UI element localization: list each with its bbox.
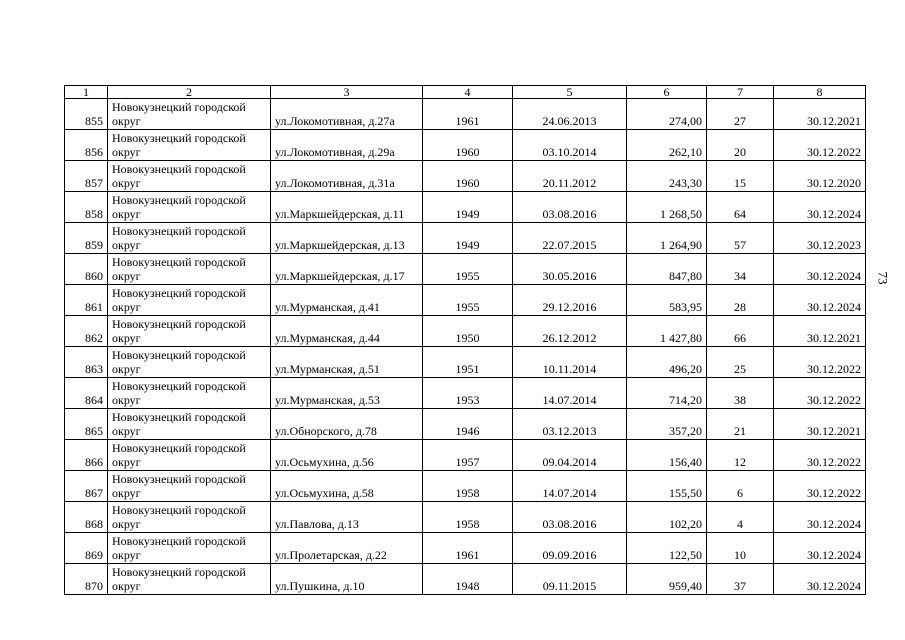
table-row: [65, 192, 866, 223]
year-cell: 1950: [423, 316, 513, 347]
year-cell: 1949: [423, 223, 513, 254]
year-cell: 1951: [423, 347, 513, 378]
area-cell: 583,95: [627, 285, 707, 316]
district-cell: Новокузнецкий городской округ: [108, 378, 271, 409]
row-number-cell: 858: [65, 192, 108, 223]
table-row: [65, 223, 866, 254]
date-cell: 14.07.2014: [513, 378, 627, 409]
year-cell: 1955: [423, 285, 513, 316]
deadline-cell: 30.12.2024: [774, 564, 866, 595]
area-cell: 274,00: [627, 99, 707, 130]
area-cell: 959,40: [627, 564, 707, 595]
area-cell: 847,80: [627, 254, 707, 285]
district-cell: Новокузнецкий городской округ: [108, 533, 271, 564]
district-cell: Новокузнецкий городской округ: [108, 99, 271, 130]
district-cell: Новокузнецкий городской округ: [108, 285, 271, 316]
deadline-cell: 30.12.2022: [774, 347, 866, 378]
area-cell: 714,20: [627, 378, 707, 409]
district-cell: Новокузнецкий городской округ: [108, 192, 271, 223]
district-cell: Новокузнецкий городской округ: [108, 471, 271, 502]
row-number-cell: 864: [65, 378, 108, 409]
date-cell: 09.11.2015: [513, 564, 627, 595]
date-cell: 09.04.2014: [513, 440, 627, 471]
date-cell: 30.05.2016: [513, 254, 627, 285]
count-cell: 15: [707, 161, 774, 192]
table-row: [65, 316, 866, 347]
deadline-cell: 30.12.2021: [774, 316, 866, 347]
table-row: [65, 378, 866, 409]
deadline-cell: 30.12.2022: [774, 378, 866, 409]
table-row: [65, 409, 866, 440]
deadline-cell: 30.12.2022: [774, 440, 866, 471]
page-number: 73: [875, 271, 891, 285]
address-cell: ул.Обнорского, д.78: [271, 409, 423, 440]
count-cell: 57: [707, 223, 774, 254]
table-row: [65, 161, 866, 192]
year-cell: 1955: [423, 254, 513, 285]
year-cell: 1960: [423, 130, 513, 161]
date-cell: 03.08.2016: [513, 192, 627, 223]
date-cell: 26.12.2012: [513, 316, 627, 347]
date-cell: 03.10.2014: [513, 130, 627, 161]
address-cell: ул.Мурманская, д.51: [271, 347, 423, 378]
address-cell: ул.Маркшейдерская, д.13: [271, 223, 423, 254]
column-number-row: [65, 86, 866, 99]
address-cell: ул.Мурманская, д.44: [271, 316, 423, 347]
date-cell: 03.12.2013: [513, 409, 627, 440]
address-cell: ул.Маркшейдерская, д.11: [271, 192, 423, 223]
year-cell: 1957: [423, 440, 513, 471]
district-cell: Новокузнецкий городской округ: [108, 316, 271, 347]
date-cell: 14.07.2014: [513, 471, 627, 502]
date-cell: 22.07.2015: [513, 223, 627, 254]
address-cell: ул.Локомотивная, д.27а: [271, 99, 423, 130]
count-cell: 27: [707, 99, 774, 130]
count-cell: 10: [707, 533, 774, 564]
table-row: [65, 440, 866, 471]
date-cell: 03.08.2016: [513, 502, 627, 533]
deadline-cell: 30.12.2024: [774, 502, 866, 533]
table-body: [65, 86, 866, 595]
deadline-cell: 30.12.2024: [774, 533, 866, 564]
area-cell: 243,30: [627, 161, 707, 192]
table-row: [65, 130, 866, 161]
deadline-cell: 30.12.2024: [774, 285, 866, 316]
column-number: 7: [707, 86, 774, 99]
year-cell: 1953: [423, 378, 513, 409]
year-cell: 1946: [423, 409, 513, 440]
district-cell: Новокузнецкий городской округ: [108, 161, 271, 192]
district-cell: Новокузнецкий городской округ: [108, 409, 271, 440]
address-cell: ул.Мурманская, д.53: [271, 378, 423, 409]
table-row: [65, 285, 866, 316]
year-cell: 1958: [423, 471, 513, 502]
row-number-cell: 862: [65, 316, 108, 347]
count-cell: 37: [707, 564, 774, 595]
count-cell: 34: [707, 254, 774, 285]
count-cell: 12: [707, 440, 774, 471]
count-cell: 6: [707, 471, 774, 502]
row-number-cell: 868: [65, 502, 108, 533]
year-cell: 1961: [423, 533, 513, 564]
row-number-cell: 863: [65, 347, 108, 378]
district-cell: Новокузнецкий городской округ: [108, 564, 271, 595]
column-number: 2: [108, 86, 271, 99]
table-row: [65, 347, 866, 378]
count-cell: 20: [707, 130, 774, 161]
year-cell: 1958: [423, 502, 513, 533]
address-cell: ул.Павлова, д.13: [271, 502, 423, 533]
row-number-cell: 867: [65, 471, 108, 502]
area-cell: 155,50: [627, 471, 707, 502]
row-number-cell: 865: [65, 409, 108, 440]
area-cell: 102,20: [627, 502, 707, 533]
deadline-cell: 30.12.2021: [774, 409, 866, 440]
row-number-cell: 860: [65, 254, 108, 285]
address-cell: ул.Локомотивная, д.31а: [271, 161, 423, 192]
count-cell: 38: [707, 378, 774, 409]
date-cell: 24.06.2013: [513, 99, 627, 130]
table-row: [65, 254, 866, 285]
housing-table: [64, 85, 866, 595]
count-cell: 25: [707, 347, 774, 378]
deadline-cell: 30.12.2020: [774, 161, 866, 192]
row-number-cell: 861: [65, 285, 108, 316]
table-row: [65, 502, 866, 533]
district-cell: Новокузнецкий городской округ: [108, 223, 271, 254]
count-cell: 4: [707, 502, 774, 533]
count-cell: 21: [707, 409, 774, 440]
table-row: [65, 99, 866, 130]
district-cell: Новокузнецкий городской округ: [108, 254, 271, 285]
district-cell: Новокузнецкий городской округ: [108, 502, 271, 533]
address-cell: ул.Локомотивная, д.29а: [271, 130, 423, 161]
area-cell: 156,40: [627, 440, 707, 471]
column-number: 8: [774, 86, 866, 99]
address-cell: ул.Пушкина, д.10: [271, 564, 423, 595]
area-cell: 357,20: [627, 409, 707, 440]
address-cell: ул.Осьмухина, д.58: [271, 471, 423, 502]
deadline-cell: 30.12.2024: [774, 192, 866, 223]
count-cell: 66: [707, 316, 774, 347]
deadline-cell: 30.12.2023: [774, 223, 866, 254]
area-cell: 1 427,80: [627, 316, 707, 347]
deadline-cell: 30.12.2021: [774, 99, 866, 130]
count-cell: 64: [707, 192, 774, 223]
date-cell: 20.11.2012: [513, 161, 627, 192]
district-cell: Новокузнецкий городской округ: [108, 347, 271, 378]
deadline-cell: 30.12.2022: [774, 471, 866, 502]
area-cell: 122,50: [627, 533, 707, 564]
column-number: 1: [65, 86, 108, 99]
column-number: 4: [423, 86, 513, 99]
district-cell: Новокузнецкий городской округ: [108, 440, 271, 471]
year-cell: 1960: [423, 161, 513, 192]
area-cell: 1 264,90: [627, 223, 707, 254]
address-cell: ул.Осьмухина, д.56: [271, 440, 423, 471]
row-number-cell: 866: [65, 440, 108, 471]
row-number-cell: 859: [65, 223, 108, 254]
address-cell: ул.Пролетарская, д.22: [271, 533, 423, 564]
table-row: [65, 471, 866, 502]
column-number: 5: [513, 86, 627, 99]
table-row: [65, 564, 866, 595]
row-number-cell: 869: [65, 533, 108, 564]
year-cell: 1961: [423, 99, 513, 130]
deadline-cell: 30.12.2024: [774, 254, 866, 285]
row-number-cell: 856: [65, 130, 108, 161]
date-cell: 29.12.2016: [513, 285, 627, 316]
row-number-cell: 857: [65, 161, 108, 192]
year-cell: 1949: [423, 192, 513, 223]
date-cell: 09.09.2016: [513, 533, 627, 564]
area-cell: 1 268,50: [627, 192, 707, 223]
year-cell: 1948: [423, 564, 513, 595]
count-cell: 28: [707, 285, 774, 316]
deadline-cell: 30.12.2022: [774, 130, 866, 161]
address-cell: ул.Маркшейдерская, д.17: [271, 254, 423, 285]
area-cell: 262,10: [627, 130, 707, 161]
column-number: 3: [271, 86, 423, 99]
date-cell: 10.11.2014: [513, 347, 627, 378]
area-cell: 496,20: [627, 347, 707, 378]
row-number-cell: 855: [65, 99, 108, 130]
table-row: [65, 533, 866, 564]
row-number-cell: 870: [65, 564, 108, 595]
district-cell: Новокузнецкий городской округ: [108, 130, 271, 161]
address-cell: ул.Мурманская, д.41: [271, 285, 423, 316]
column-number: 6: [627, 86, 707, 99]
